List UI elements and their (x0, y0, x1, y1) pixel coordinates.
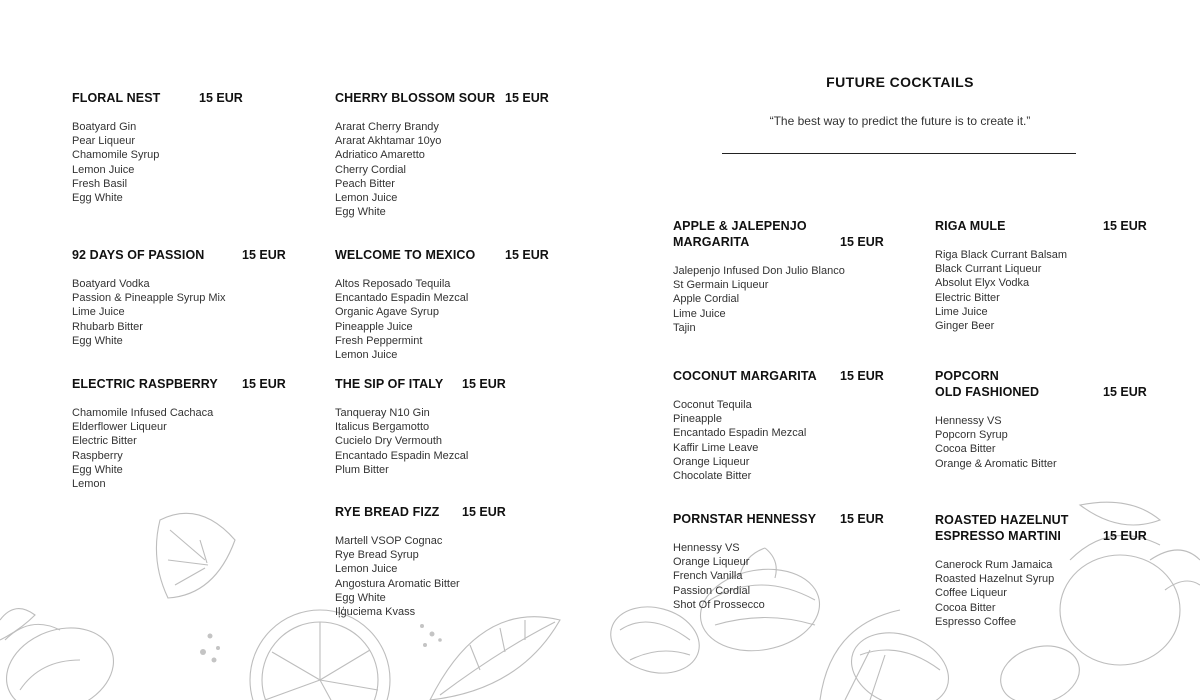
ingredient: St Germain Liqueur (673, 279, 769, 292)
cocktail-name: RIGA MULE (935, 219, 1006, 233)
ingredient: Kaffir Lime Leave (673, 441, 759, 454)
cocktail-the-sip-of-italy (335, 376, 506, 477)
ingredient: Egg White (72, 192, 123, 205)
ingredient: Lemon Juice (335, 563, 398, 576)
ingredient: Cocoa Bitter (935, 443, 996, 456)
cocktail-cherry-blossom-sour (335, 90, 549, 219)
cocktail-price: 15 EUR (1103, 219, 1147, 233)
ingredient: Riga Black Currant Balsam (935, 249, 1068, 261)
ingredient: Lemon (72, 478, 106, 491)
ingredient-list (673, 398, 806, 483)
cocktail-price: 15 EUR (840, 235, 884, 249)
ingredient: Rhubarb Bitter (72, 320, 143, 333)
ingredient: Jalepenjo Infused Don Julio Blanco (673, 265, 845, 277)
ingredient: Black Currant Liqueur (935, 263, 1042, 276)
ingredient: Pear Liqueur (72, 135, 135, 148)
ingredient: Raspberry (72, 449, 123, 462)
ingredient: Orange Liqueur (673, 556, 750, 569)
cocktail-price: 15 EUR (199, 91, 243, 105)
cocktail-price: 15 EUR (462, 505, 506, 519)
cocktail-name: RYE BREAD FIZZ (335, 505, 440, 519)
ingredient: Cocoa Bitter (935, 601, 996, 614)
ingredient: Roasted Hazelnut Syrup (935, 573, 1055, 586)
ingredient: Chocolate Bitter (673, 470, 752, 483)
ingredient: Egg White (335, 591, 386, 604)
ingredient: Egg White (72, 463, 123, 476)
ingredient: Passion Cordial (673, 584, 751, 597)
cocktail-name: COCONUT MARGARITA (673, 369, 817, 383)
cocktail-rye-bread-fizz (335, 504, 506, 619)
cocktail-pornstar-hennessy (673, 511, 884, 612)
ingredient: Iļģuciema Kvass (335, 606, 416, 619)
lemon-right-illustration (841, 620, 959, 700)
ingredient: Pineapple Juice (335, 320, 413, 333)
cocktail-popcorn-old-fashioned (935, 368, 1147, 471)
cocktail-price: 15 EUR (462, 377, 506, 391)
cocktail-name-line2: OLD FASHIONED (935, 385, 1040, 399)
divider-line (722, 153, 1076, 154)
ingredient-list (72, 406, 213, 491)
cocktail-riga-mule (935, 218, 1147, 333)
ingredient: Electric Bitter (935, 291, 1000, 304)
ingredient: Lime Juice (72, 306, 125, 319)
ingredient-list (335, 277, 468, 362)
ingredient: Lime Juice (935, 305, 988, 318)
cocktail-name: CHERRY BLOSSOM SOUR (335, 91, 496, 105)
ingredient: Encantado Espadin Mezcal (335, 449, 469, 462)
cocktail-name: 92 DAYS OF PASSION (72, 248, 205, 262)
cocktail-name-line2: MARGARITA (673, 235, 750, 249)
ingredient: Encantado Espadin Mezcal (335, 292, 469, 305)
cocktail-name-line1: ROASTED HAZELNUT (935, 513, 1069, 527)
ingredient: Fresh Peppermint (335, 334, 423, 347)
cocktail-92-days-of-passion (72, 247, 286, 348)
cocktail-electric-raspberry (72, 376, 286, 491)
ingredient: Pineapple (673, 413, 722, 426)
ingredient: Lime Juice (673, 307, 726, 320)
cocktail-roasted-hazelnut-espresso-martini (935, 512, 1147, 629)
ingredient: Lemon Juice (72, 163, 135, 176)
cocktail-price: 15 EUR (1103, 529, 1147, 543)
dots-illustration (200, 624, 442, 663)
ingredient: Canerock Rum Jamaica (935, 559, 1053, 571)
cocktail-coconut-margarita (673, 368, 884, 483)
ingredient: Hennessy VS (935, 415, 1002, 427)
ingredient: Cucielo Dry Vermouth (335, 435, 442, 448)
ingredient-list (72, 277, 225, 348)
lemon-slice-right-illustration (820, 610, 900, 700)
ingredient: Chamomile Infused Cachaca (72, 407, 214, 419)
section-quote: “The best way to predict the future is to create it.” (769, 114, 1031, 128)
ingredient: Rye Bread Syrup (335, 549, 419, 562)
cocktail-price: 15 EUR (242, 248, 286, 262)
ingredient: Peach Bitter (335, 177, 395, 190)
ingredient-list (335, 120, 441, 219)
ingredient: Absolut Elyx Vodka (935, 277, 1030, 290)
ingredient: Tanqueray N10 Gin (335, 407, 430, 419)
cocktail-price: 15 EUR (1103, 385, 1147, 399)
cocktail-name-line2: ESPRESSO MARTINI (935, 529, 1061, 543)
ingredient: Martell VSOP Cognac (335, 535, 443, 547)
ingredient: Popcorn Syrup (935, 429, 1008, 442)
ingredient: Passion & Pineapple Syrup Mix (72, 292, 226, 305)
cocktail-price: 15 EUR (505, 248, 549, 262)
cocktail-name: PORNSTAR HENNESSY (673, 512, 817, 526)
section-title: FUTURE COCKTAILS (826, 74, 974, 90)
ingredient: Altos Reposado Tequila (335, 278, 451, 290)
ingredient: French Vanilla (673, 570, 743, 583)
ingredient-list (673, 541, 765, 612)
ingredient: Tajin (673, 321, 696, 334)
ingredient: Italicus Bergamotto (335, 421, 430, 434)
ingredient: Elderflower Liqueur (72, 421, 167, 434)
cocktail-name-line1: POPCORN (935, 369, 999, 383)
cocktail-price: 15 EUR (840, 512, 884, 526)
ingredient-list (935, 558, 1054, 629)
ingredient: Boatyard Gin (72, 121, 137, 133)
ingredient: Ginger Beer (935, 320, 995, 333)
ingredient: Espresso Coffee (935, 615, 1017, 628)
ingredient: Plum Bitter (335, 463, 389, 476)
ingredient: Orange Liqueur (673, 455, 750, 468)
ingredient-list (335, 534, 460, 619)
cocktail-price: 15 EUR (840, 369, 884, 383)
lemon-illustration (0, 609, 125, 700)
ingredient: Shot Of Prossecco (673, 598, 765, 611)
ingredient: Coconut Tequila (673, 399, 752, 411)
cocktail-price: 15 EUR (242, 377, 286, 391)
cocktail-welcome-to-mexico (335, 247, 549, 362)
ingredient: Lemon Juice (335, 192, 398, 205)
ingredient: Ararat Cherry Brandy (335, 121, 439, 133)
ingredient: Ararat Akhtamar 10yo (335, 135, 442, 148)
ingredient-list (935, 414, 1057, 471)
ingredient-list (335, 406, 468, 477)
ingredient: Chamomile Syrup (72, 149, 160, 162)
ingredient: Boatyard Vodka (72, 278, 150, 290)
ingredient-list (935, 248, 1067, 333)
lemon-slice-illustration (250, 610, 390, 700)
cocktail-name: ELECTRIC RASPBERRY (72, 377, 218, 391)
cocktail-apple-jalepenjo-margarita (673, 218, 884, 335)
ingredient: Coffee Liqueur (935, 587, 1007, 600)
ingredient: Electric Bitter (72, 435, 137, 448)
ingredient: Egg White (335, 206, 386, 219)
ingredient: Hennessy VS (673, 542, 740, 554)
ingredient: Organic Agave Syrup (335, 306, 439, 319)
ingredient: Cherry Cordial (335, 163, 406, 176)
ingredient-list (673, 264, 845, 335)
leaf-illustration (430, 617, 560, 700)
lemon-wedge-illustration (156, 513, 235, 598)
ingredient-list (72, 120, 159, 205)
cocktail-name: FLORAL NEST (72, 91, 161, 105)
ingredient: Orange & Aromatic Bitter (935, 457, 1057, 470)
cocktail-name-line1: APPLE & JALEPENJO (673, 219, 807, 233)
ingredient: Angostura Aromatic Bitter (335, 577, 460, 590)
cocktail-name: THE SIP OF ITALY (335, 377, 444, 391)
ingredient: Fresh Basil (72, 177, 128, 190)
ingredient: Adriatico Amaretto (335, 149, 425, 162)
ingredient: Apple Cordial (673, 293, 740, 306)
cocktail-floral-nest (72, 90, 243, 205)
ingredient: Egg White (72, 334, 123, 347)
ingredient: Encantado Espadin Mezcal (673, 427, 807, 440)
ingredient: Lemon Juice (335, 349, 398, 362)
cocktail-price: 15 EUR (505, 91, 549, 105)
cocktail-name: WELCOME TO MEXICO (335, 248, 476, 262)
